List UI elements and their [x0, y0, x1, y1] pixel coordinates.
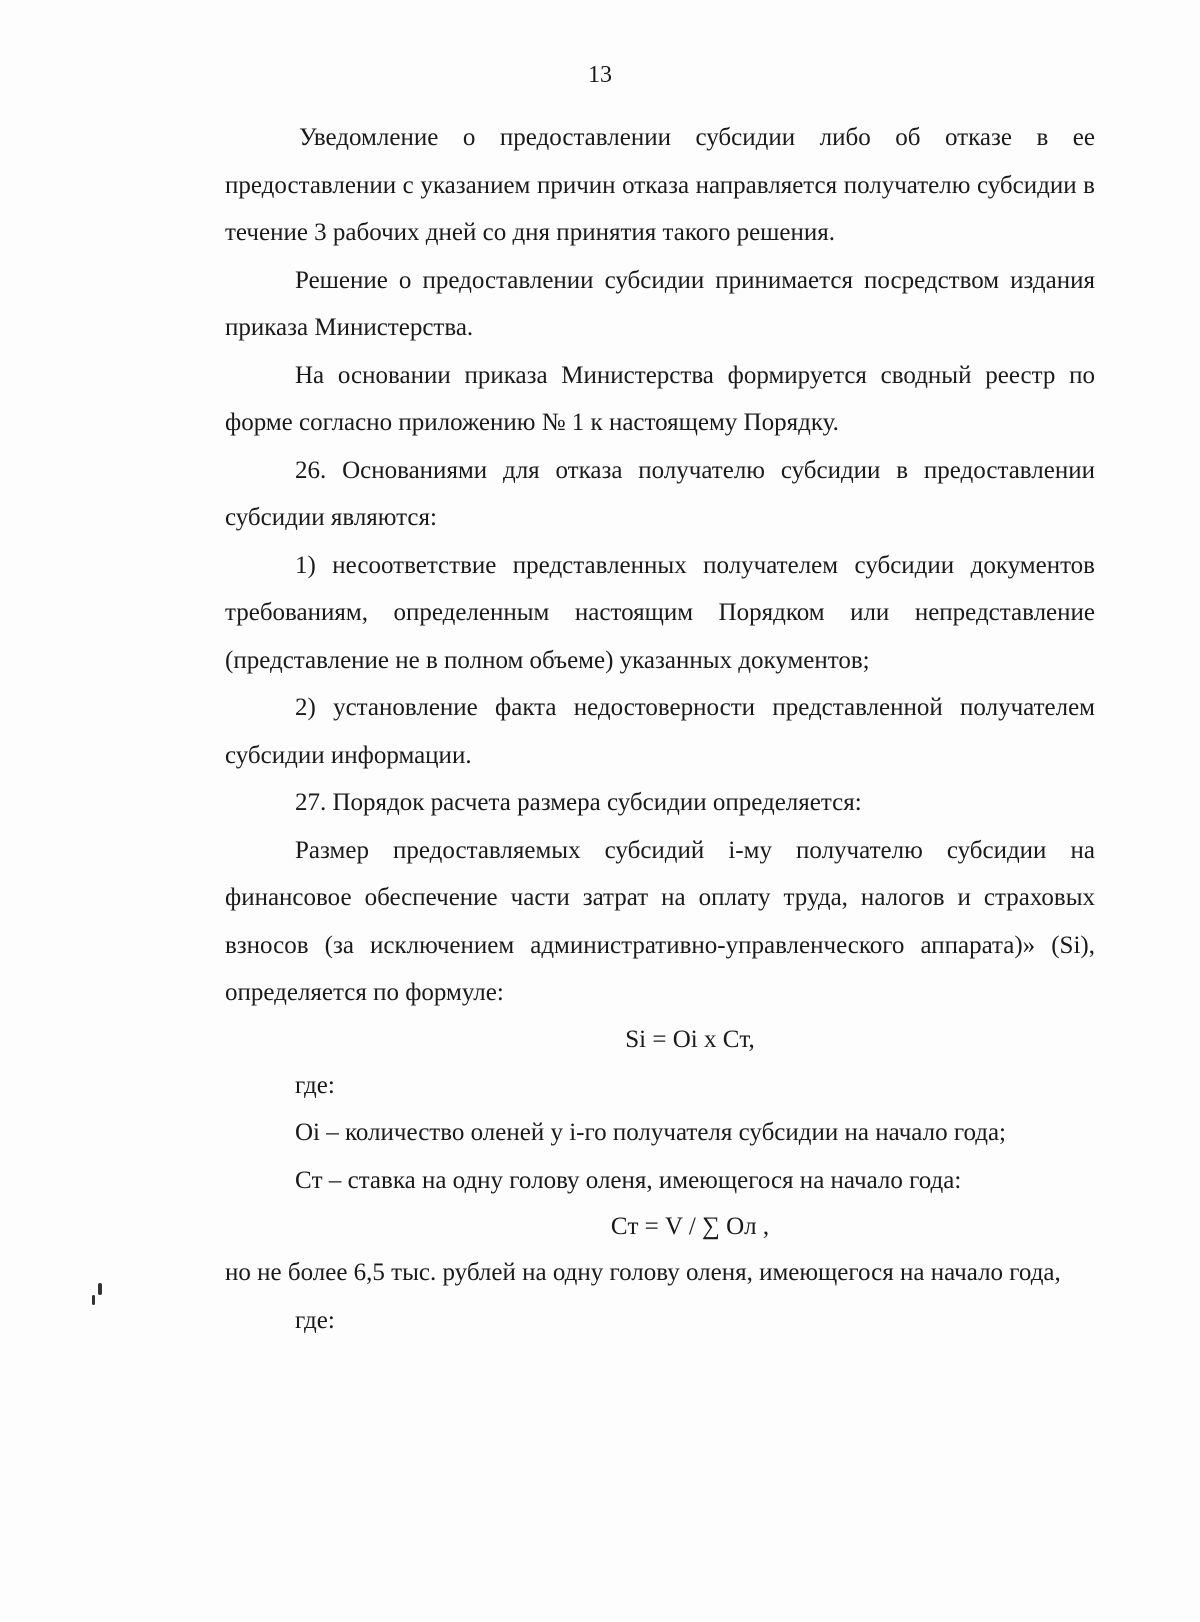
paragraph-item-26: 26. Основаниями для отказа получателю субсидии в предоставлении субсидии являются: [225, 456, 1095, 531]
paragraph-oi-definition: Oi – количество оленей у i-го получателя субсидии на начало года; [295, 1119, 1006, 1146]
paragraph-item-27: 27. Порядок расчета размера субсидии определяется: [295, 789, 862, 816]
where-label-2: где: [295, 1306, 335, 1334]
formula-si: Si = Oi x Cт, [625, 1025, 755, 1053]
document-body [225, 114, 1095, 1344]
paragraph-limit: но не более 6,5 тыс. рублей на одну голову оленя, имеющегося на начало года, [225, 1259, 1061, 1286]
paragraph-subitem-1: 1) несоответствие представленных получателем субсидии документов требованиям, определенным настоящим Порядком или непредставление (представление не в полном объеме) указанных документов; [225, 551, 1095, 674]
paragraph-subsidy-size: Размер предоставляемых субсидий i-му получателю субсидии на финансовое обеспечение части затрат на оплату труда, налогов и страховых взносов (за исключением административно-управленческого аппарата)» (Si), определяется по формуле: [225, 836, 1095, 1006]
formula-ct: Cт = V / ∑ Oл , [610, 1213, 770, 1240]
paragraph-decision: Решение о предоставлении субсидии принимается посредством издания приказа Министерства. [225, 266, 1095, 341]
paragraph-notification: Уведомление о предоставлении субсидии либо об отказе в ее предоставлении с указанием причин отказа направляется получателю субсидии в течение 3 рабочих дней со дня принятия такого решения. [225, 124, 1095, 246]
where-label-1: где: [295, 1071, 335, 1099]
scan-mark-top [98, 1283, 102, 1295]
scan-mark-bottom [92, 1295, 95, 1305]
paragraph-subitem-2: 2) установление факта недостоверности представленной получателем субсидии информации. [225, 694, 1095, 769]
paragraph-ct-definition: Cт – ставка на одну голову оленя, имеющегося на начало года: [295, 1166, 962, 1194]
paragraph-registry: На основании приказа Министерства формируется сводный реестр по форме согласно приложению № 1 к настоящему Порядку. [225, 361, 1095, 436]
page-number: 13 [588, 62, 612, 88]
